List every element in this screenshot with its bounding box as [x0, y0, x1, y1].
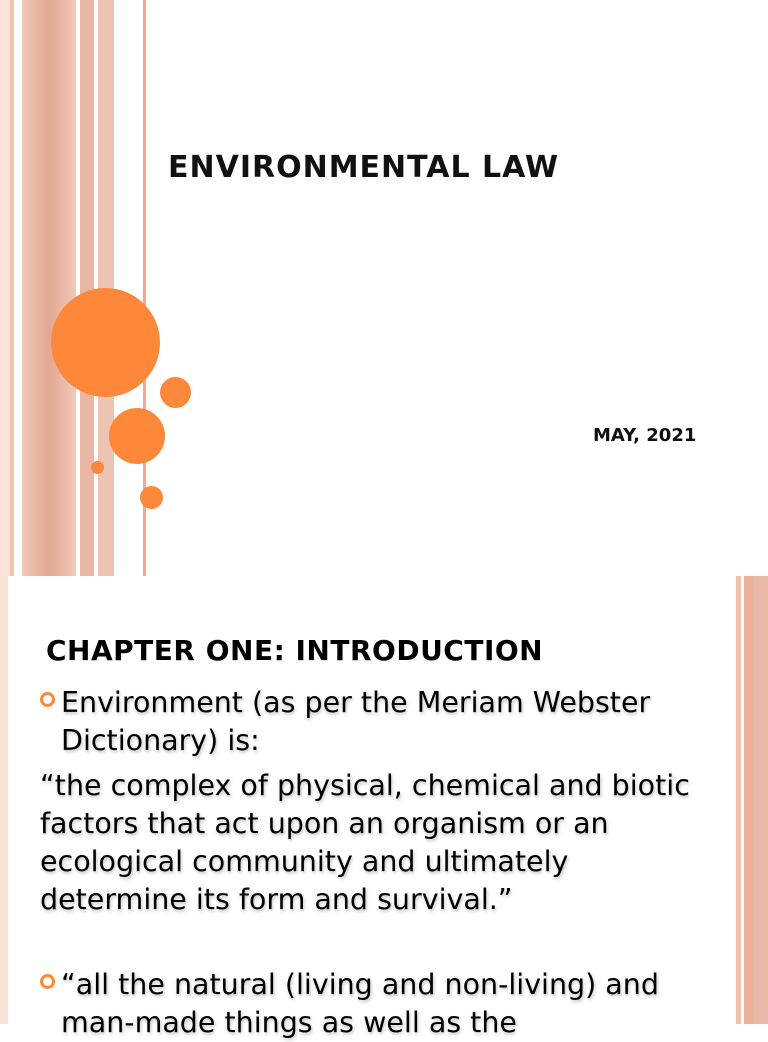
- slide-title: ENVIRONMENTAL LAW: [168, 150, 560, 185]
- decor-stripe: [10, 0, 14, 576]
- bullet-item: [40, 966, 700, 1042]
- bullet-item: [40, 684, 700, 760]
- decor-stripe: [736, 576, 741, 1024]
- bullet-ring-icon: [40, 692, 55, 707]
- decor-stripe: [0, 576, 8, 1024]
- decor-stripe: [22, 0, 76, 576]
- decor-stripe: [0, 0, 10, 576]
- decor-circle: [160, 377, 191, 408]
- slide-date: MAY, 2021: [593, 425, 697, 446]
- chapter-heading: CHAPTER ONE: INTRODUCTION: [46, 634, 544, 667]
- decor-stripe: [754, 576, 768, 1024]
- decor-stripe: [80, 0, 94, 576]
- bullet-text: Environment (as per the Meriam Webster Dictionary) is:: [61, 686, 651, 757]
- decor-stripe: [744, 576, 754, 1024]
- decor-circle: [109, 408, 165, 464]
- decor-circle: [91, 461, 104, 474]
- definition-quote: “the complex of physical, chemical and biotic factors that act upon an organism or an ecological community and ultimately determine its form and survival.”: [40, 769, 690, 916]
- bullet-ring-icon: [40, 974, 55, 989]
- bullet-text: “all the natural (living and non-living) and man-made things as well as the: [61, 968, 659, 1039]
- decor-circle: [140, 486, 163, 509]
- decor-circle: [51, 288, 160, 397]
